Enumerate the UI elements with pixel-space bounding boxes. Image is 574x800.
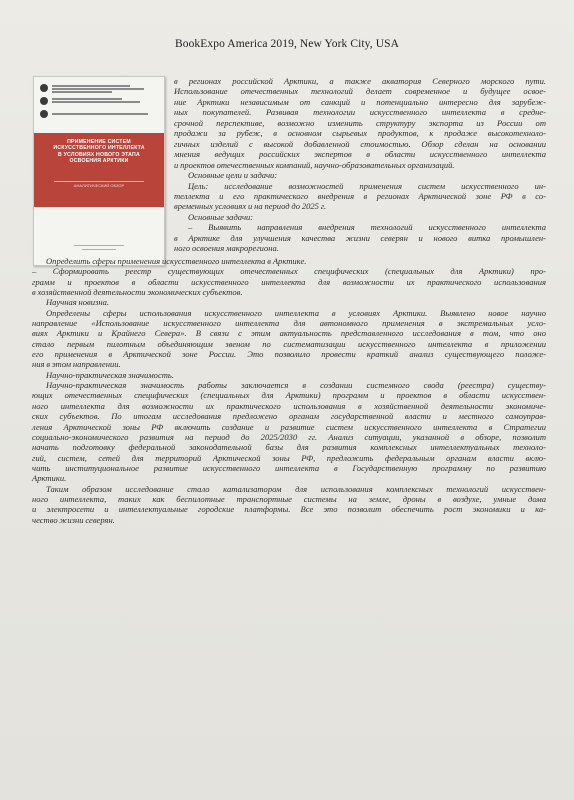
cover-footer-line: [82, 249, 116, 250]
text-line: его применения в Арктической зоне России. Это позволило провести краткий анализ существующего положе-: [32, 349, 546, 360]
text-line: Цель: исследование возможностей применения систем искусственного ин-: [188, 180, 546, 191]
cover-footer-line: [74, 245, 124, 246]
text-line: теллекта и его практического внедрения в регионах Арктической зоне РФ в со-: [174, 190, 546, 201]
text-line: виях Арктики и Крайнего Севера». В связи с этим актуальность представленного исследования в том, что оно: [32, 328, 546, 339]
text-line: и проектов отечественных компаний, научно-образовательных организаций.: [174, 159, 455, 170]
text-line: направление «Использование искусственного интеллекта для автономного применения в экстремальных усло-: [32, 318, 546, 329]
emblem-icon: [40, 110, 48, 118]
text-line: – Выявить направления внедрения технологий искусственного интеллекта: [188, 222, 546, 233]
book-cover-image: [33, 76, 165, 266]
cover-logo-row-2: [40, 97, 158, 106]
text-line: ного интеллекта для возможности их практического использования в хозяйственной деятельности экономиче-: [32, 400, 546, 411]
cover-divider: [54, 181, 144, 182]
text-line: Определены сферы использования искусственного интеллекта в условиях Арктики. Выявлено новое научно: [46, 307, 546, 318]
full-width-text: [32, 256, 546, 525]
text-line: ления Арктической зоны РФ включить создание и развитие систем искусственного интеллекта в Стратегии: [32, 421, 546, 432]
text-line: и электросети и интеллектуальные городские платформы. Все это позволит обеспечить рост экономики и ка-: [32, 504, 546, 515]
text-line: в регионах российской Арктики, а также акватория Северного морского пути.: [174, 76, 546, 86]
text-line: – Сформировать реестр существующих отечественных специфических (специальных для Арктики) про-: [32, 266, 546, 277]
text-line: ния в этом направлении.: [32, 359, 121, 370]
text-line: в Арктике для улучшения качества жизни северян и нового витка промышлен-: [174, 232, 546, 243]
text-line: ющих отечественных специфических (специальных для Арктики) программ и проектов в области искусствен-: [32, 390, 546, 401]
heading-novelty: Научная новизна.: [46, 297, 110, 308]
text-line: ние Арктики независимым от санкций и потенциально интересно для зарубеж-: [174, 96, 546, 107]
text-line: социально-экономического развития на период до 2025/2030 гг. Анализ ситуации, указанной в обзоре, позволит: [32, 431, 546, 442]
emblem-icon: [40, 97, 48, 105]
text-line: Таким образом исследование стало катализатором для использования комплексных технологий искусствен-: [46, 483, 546, 494]
text-line: продажи за рубеж, в основном сырьевых продуктов, к продаже высокотехноло-: [174, 128, 546, 139]
cover-title: ПРИМЕНЕНИЕ СИСТЕМ ИСКУССТВЕННОГО ИНТЕЛЛЕКТА В УСЛОВИЯХ НОВОГО ЭТАПА ОСВОЕНИЯ АРКТИКИ: [53, 139, 145, 165]
text-line: ного освоения макрорегиона.: [174, 243, 279, 254]
text-line: грамм и проектов в области искусственного интеллекта для возможности их практического использования: [32, 276, 546, 287]
text-line: гий, систем, сетей для территорий Арктической зоны РФ, предложить федеральным органам власти вклю-: [32, 452, 546, 463]
right-column-text: [174, 76, 546, 254]
cover-logo-row-1: [40, 84, 158, 93]
emblem-icon: [40, 84, 48, 92]
section-label-tasks: Основные задачи:: [188, 211, 254, 222]
section-label-goals: Основные цели и задачи:: [188, 170, 278, 181]
cover-subtitle: АНАЛИТИЧЕСКИЙ ОБЗОР: [73, 183, 125, 188]
text-line: ного интеллекта, таких как беспилотные транспортные системы на земле, дроны в воздухе, умные дома: [32, 493, 546, 504]
text-line: чество жизни северян.: [32, 514, 115, 525]
text-line: Научно-практическая значимость работы заключается в создании системного свода (реестра) существу-: [46, 380, 546, 391]
page-header: BookExpo America 2019, New York City, USA: [174, 38, 400, 50]
text-line: Определить сферы применения искусственного интеллекта в Арктике.: [46, 256, 307, 266]
text-line: ных покупателей. Развивая технологии искусственного интеллекта в средне-: [174, 107, 546, 118]
text-line: мнения ведущих российских экспертов в области искусственного интеллекта: [174, 149, 546, 160]
text-line: временных условиях и на период до 2025 г.: [174, 201, 327, 212]
cover-logo-row-3: [40, 110, 158, 119]
text-line: чить институциональное развитие искусственного интеллекта в Государственную программу по развитию: [32, 462, 546, 473]
text-line: ских субъектов. По итогам исследования предложено органам государственной власти и местного самоуправ-: [32, 411, 546, 422]
text-line: Использование отечественных технологий делает современное и будущее освое-: [174, 86, 546, 97]
text-line: Арктики.: [32, 473, 67, 484]
text-line: в хозяйственной деятельности экономических субъектов.: [32, 287, 243, 298]
cover-title-band: [34, 133, 164, 207]
text-line: стало первым пилотным объединяющим звеном по систематизации искусственного интеллекта в приложении: [32, 338, 546, 349]
text-line: гичных изделий с высокой добавленной стоимостью. Обзор сделан на основании: [174, 138, 546, 149]
heading-significance: Научно-практическая значимость.: [46, 369, 174, 380]
text-line: начать подготовку федеральной законодательной базы для развития комплексных интеллектуальных техноло-: [32, 442, 546, 453]
text-line: срочной перспективе, возможно изменить структуру экспорта из России от: [174, 117, 546, 128]
